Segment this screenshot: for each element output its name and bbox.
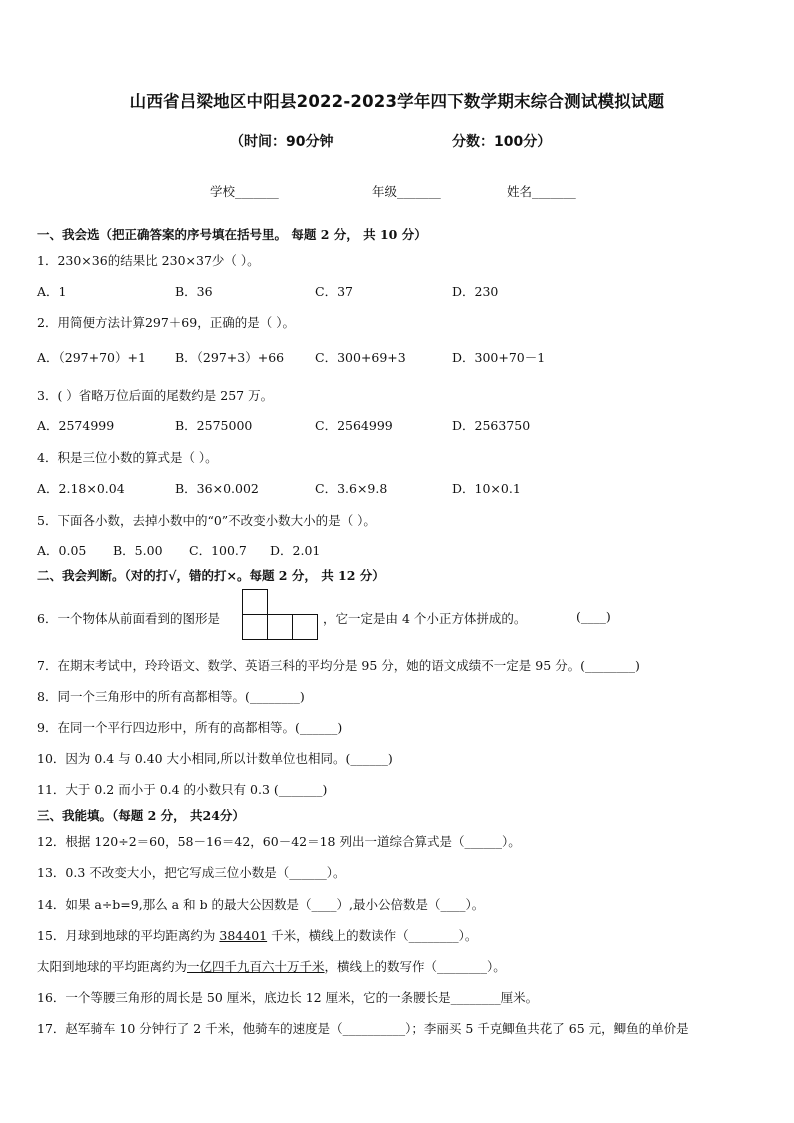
question-15: 15．月球到地球的平均距离约为 384401 千米，横线上的数读作（________）。 bbox=[37, 928, 478, 943]
question-10: 10．因为 0.4 与 0.40 大小相同,所以计数单位也相同。(______) bbox=[37, 751, 393, 766]
question-11: 11．大于 0.2 而小于 0.4 的小数只有 0.3 (_______) bbox=[37, 782, 328, 797]
figure-top-square bbox=[242, 589, 268, 615]
q1-option-c: C．37 bbox=[315, 284, 353, 299]
q5-option-a: A．0.05 bbox=[37, 543, 87, 558]
q4-option-c: C．3.6×9.8 bbox=[315, 481, 388, 496]
q4-option-a: A．2.18×0.04 bbox=[37, 481, 125, 496]
q2-option-d: D．300+70－1 bbox=[452, 350, 546, 365]
score-label: 分数：100分） bbox=[452, 134, 552, 150]
question-14: 14．如果 a÷b=9,那么 a 和 b 的最大公因数是（____）,最小公倍数是（____）。 bbox=[37, 897, 485, 912]
underlined-number: 384401 bbox=[219, 928, 268, 943]
q1-option-a: A．1 bbox=[37, 284, 67, 299]
question-17: 17．赵军骑车 10 分钟行了 2 千米，他骑车的速度是（__________）；李丽买 5 千克鲫鱼共花了 65 元，鲫鱼的单价是 bbox=[37, 1021, 689, 1036]
name-field: 姓名_______ bbox=[507, 184, 576, 199]
q2-option-b: B．（297+3）+66 bbox=[175, 350, 285, 365]
q2-option-a: A．（297+70）+1 bbox=[37, 350, 146, 365]
school-field: 学校_______ bbox=[210, 184, 279, 199]
q4-option-b: B．36×0.002 bbox=[175, 481, 259, 496]
question-2: 2．用简便方法计算297＋69，正确的是（ ）。 bbox=[37, 315, 295, 330]
q1-option-b: B．36 bbox=[175, 284, 213, 299]
grade-field: 年级_______ bbox=[372, 184, 441, 199]
underlined-number-words: 一亿四千九百六十万千米 bbox=[187, 959, 325, 974]
q5-option-c: C．100.7 bbox=[189, 543, 247, 558]
figure-bottom-square-1 bbox=[242, 614, 268, 640]
q3-option-d: D．2563750 bbox=[452, 418, 531, 433]
q2-option-c: C．300+69+3 bbox=[315, 350, 406, 365]
question-4: 4．积是三位小数的算式是（ ）。 bbox=[37, 450, 218, 465]
question-6-stem: 6．一个物体从前面看到的图形是 bbox=[37, 611, 220, 626]
section-heading-judge: 二、我会判断。（对的打√，错的打×。每题 2 分， 共 12 分） bbox=[37, 568, 385, 583]
q4-option-d: D．10×0.1 bbox=[452, 481, 521, 496]
question-6-answer-paren: (____) bbox=[576, 609, 611, 624]
question-6-rest: ，它一定是由 4 个小正方体拼成的。 bbox=[323, 611, 527, 626]
front-view-figure bbox=[242, 589, 320, 641]
question-7: 7．在期末考试中，玲玲语文、数学、英语三科的平均分是 95 分，她的语文成绩不一定是 95 分。(________) bbox=[37, 658, 640, 673]
q3-option-b: B．2575000 bbox=[175, 418, 253, 433]
question-8: 8．同一个三角形中的所有高都相等。(________) bbox=[37, 689, 305, 704]
figure-bottom-square-2 bbox=[267, 614, 293, 640]
question-3: 3．( ）省略万位后面的尾数约是 257 万。 bbox=[37, 388, 274, 403]
q3-option-a: A．2574999 bbox=[37, 418, 115, 433]
question-1: 1．230×36的结果比 230×37少（ ）。 bbox=[37, 253, 260, 268]
section-heading-fill: 三、我能填。（每题 2 分， 共24分） bbox=[37, 808, 245, 823]
section-heading-choice: 一、我会选（把正确答案的序号填在括号里。 每题 2 分， 共 10 分） bbox=[37, 227, 427, 242]
question-13: 13．0.3 不改变大小，把它写成三位小数是（______）。 bbox=[37, 865, 346, 880]
q5-option-d: D．2.01 bbox=[270, 543, 321, 558]
question-16: 16．一个等腰三角形的周长是 50 厘米，底边长 12 厘米，它的一条腰长是________厘米。 bbox=[37, 990, 539, 1005]
question-9: 9．在同一个平行四边形中，所有的高都相等。(______) bbox=[37, 720, 343, 735]
time-label: （时间：90分钟 bbox=[230, 134, 334, 150]
page-title: 山西省吕梁地区中阳县2022-2023学年四下数学期末综合测试模拟试题 bbox=[129, 92, 665, 111]
q5-option-b: B．5.00 bbox=[113, 543, 163, 558]
question-12: 12．根据 120÷2＝60，58－16＝42，60－42＝18 列出一道综合算式是（______）。 bbox=[37, 834, 521, 849]
figure-bottom-square-3 bbox=[292, 614, 318, 640]
q1-option-d: D．230 bbox=[452, 284, 499, 299]
question-5: 5．下面各小数，去掉小数中的“0”不改变小数大小的是（ ）。 bbox=[37, 513, 376, 528]
question-15-part-b: 太阳到地球的平均距离约为一亿四千九百六十万千米，横线上的数写作（________）。 bbox=[37, 959, 506, 974]
q3-option-c: C．2564999 bbox=[315, 418, 393, 433]
